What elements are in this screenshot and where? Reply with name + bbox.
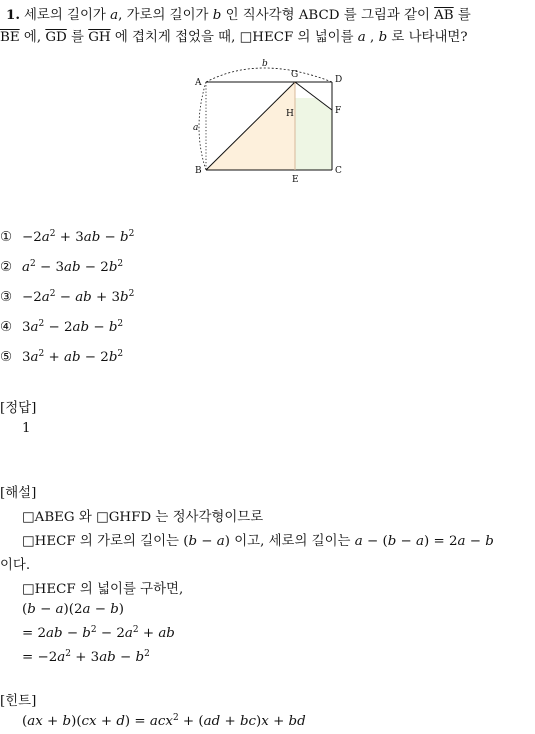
option-2[interactable] [0,260,123,275]
option-number: ③ [0,290,13,305]
segment-gd: $\overline{GD}$ [45,30,67,45]
option-1[interactable] [0,230,134,245]
option-5[interactable] [0,350,123,365]
question-text: 로 나타내면? [387,30,468,45]
explanation-line-5: (b − a)(2a − b) [22,602,125,617]
answer-heading: [정답] [0,401,37,416]
segment-ab: $\overline{AB}$ [434,8,454,23]
segment-be: $\overline{BE}$ [0,30,20,45]
question-text: 에, [19,30,46,45]
answer-value: 1 [22,421,31,436]
question-text: 인 직사각형 ABCD 를 그림과 같이 [221,8,435,23]
label-a: A [195,78,202,88]
option-number: ⑤ [0,350,13,365]
fold-figure [190,58,355,188]
option-number: ① [0,230,13,245]
explanation-line-1: □ABEG 와 □GHFD 는 정사각형이므로 [22,510,264,525]
label-h: H [286,109,294,119]
hint-heading: [힌트] [0,694,37,709]
explanation-line-3: 이다. [0,558,31,573]
question-text: 세로의 길이가 [23,8,111,23]
label-e: E [292,175,299,185]
explanation-heading: [해설] [0,486,37,501]
quad-hecf-fill [295,98,332,170]
question-text: 를 [66,30,89,45]
explanation-line-7: = $-2a^2 + 3ab - b^2$ [22,649,150,665]
option-4[interactable] [0,320,123,335]
explanation-line-6: = $2ab - b^2 - 2a^2$ + ab [22,625,175,641]
question-text: , [365,30,379,45]
option-expression: $-2a^2$ − ab + $3b^2$ [22,289,135,305]
question-line-1 [6,4,471,23]
option-expression: $-2a^2 + 3ab - b^2$ [22,229,135,245]
question-text: , 가로의 길이가 [118,8,213,23]
fold-arc-top [206,68,332,82]
explanation-line-4: □HECF 의 넓이를 구하면, [22,582,184,597]
label-side-a: a [193,123,199,133]
option-expression: $3a^2$ + ab − $2b^2$ [22,349,124,365]
label-f: F [335,106,342,116]
question-number: 1. [6,7,20,23]
var-b: b [212,8,222,23]
option-3[interactable] [0,290,134,305]
question-line-2 [0,26,468,45]
question-text: 를 [453,8,471,23]
var-a: a [357,30,366,45]
option-expression: $a^2 - 3ab - 2b^2$ [22,259,124,275]
segment-gh: $\overline{GH}$ [88,30,111,45]
option-expression: $3a^2 - 2ab - b^2$ [22,319,124,335]
var-b: b [378,30,388,45]
option-number: ② [0,260,13,275]
explanation-line-2: □HECF 의 가로의 길이는 (b − a) 이고, 세로의 길이는 a − (b − a) = 2a − b [22,534,494,549]
label-c: C [335,166,342,176]
var-a: a [110,8,119,23]
option-number: ④ [0,320,13,335]
label-b: B [195,166,202,176]
hint-formula: (ax + b)(cx + d) = acx$^2$ + (ad + bc)x + bd [22,713,306,729]
label-g: G [291,70,299,80]
label-side-b: b [262,59,268,69]
fold-arc-left [199,82,206,170]
question-text: 에 겹치게 접었을 때, □HECF 의 넓이를 [110,30,358,45]
label-d: D [335,75,343,85]
